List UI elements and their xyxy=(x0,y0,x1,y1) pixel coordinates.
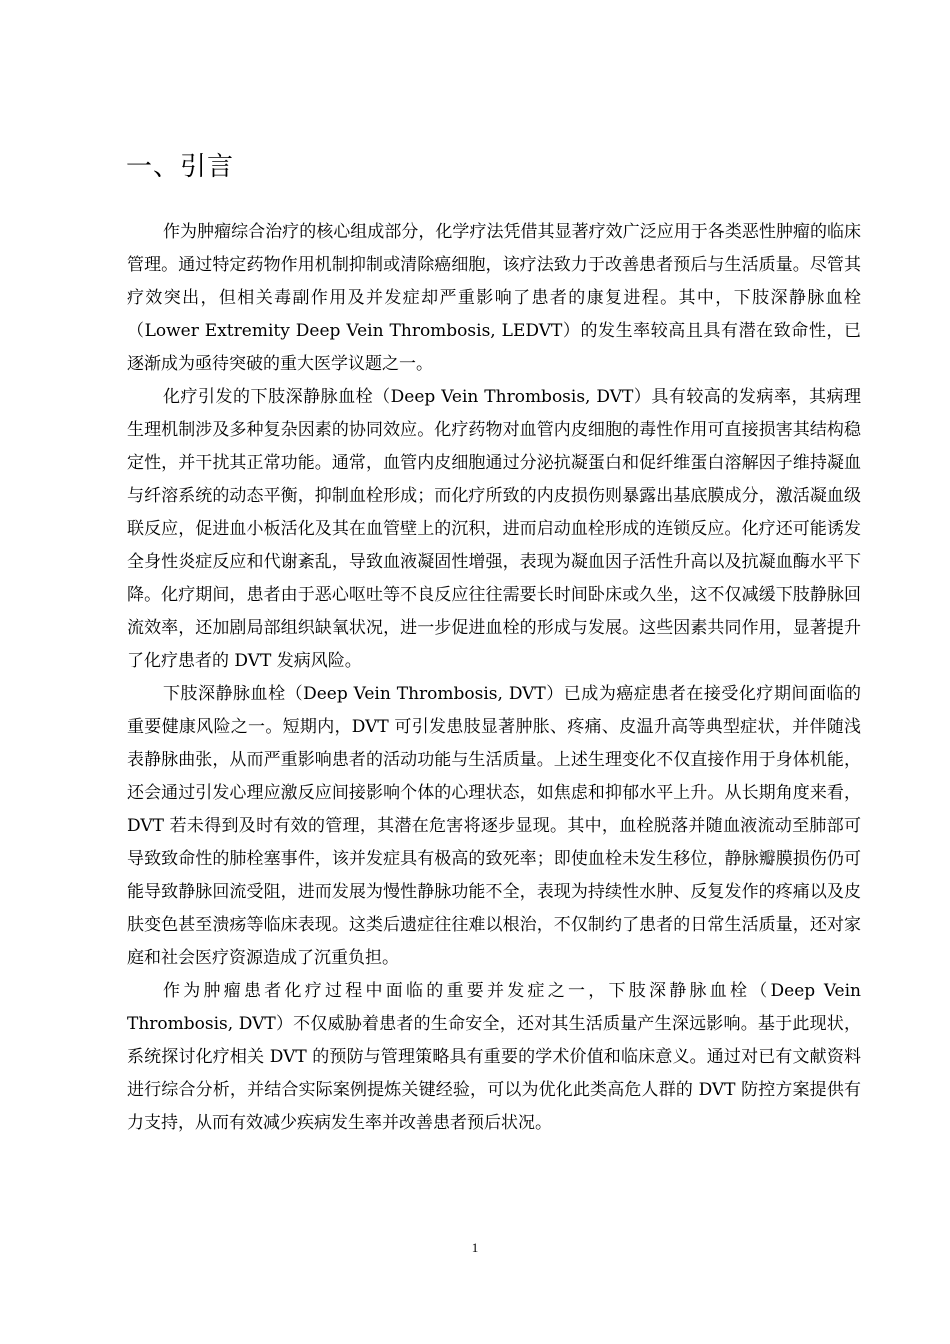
paragraph-2: 化疗引发的下肢深静脉血栓（Deep Vein Thrombosis, DVT）具有较高的发病率，其病理生理机制涉及多种复杂因素的协同效应。化疗药物对血管内皮细胞的毒性作用可直接损害其结构稳定性，并干扰其正常功能。通常，血管内皮细胞通过分泌抗凝蛋白和促纤维蛋白溶解因子维持凝血与纤溶系统的动态平衡，抑制血栓形成；而化疗所致的内皮损伤则暴露出基底膜成分，激活凝血级联反应，促进血小板活化及其在血管壁上的沉积，进而启动血栓形成的连锁反应。化疗还可能诱发全身性炎症反应和代谢紊乱，导致血液凝固性增强，表现为凝血因子活性升高以及抗凝血酶水平下降。化疗期间，患者由于恶心呕吐等不良反应往往需要长时间卧床或久坐，这不仅减缓下肢静脉回流效率，还加剧局部组织缺氧状况，进一步促进血栓的形成与发展。这些因素共同作用，显著提升了化疗患者的 DVT 发病风险。 xyxy=(127,387,861,671)
body-text xyxy=(127,216,861,1140)
section-heading: 一、引言 xyxy=(126,152,235,182)
paragraph-4: 作为肿瘤患者化疗过程中面临的重要并发症之一，下肢深静脉血栓（Deep Vein Thrombosis, DVT）不仅威胁着患者的生命安全，还对其生活质量产生深远影响。基于此现状，系统探讨化疗相关 DVT 的预防与管理策略具有重要的学术价值和临床意义。通过对已有文献资料进行综合分析，并结合实际案例提炼关键经验，可以为优化此类高危人群的 DVT 防控方案提供有力支持，从而有效减少疾病发生率并改善患者预后状况。 xyxy=(127,981,861,1133)
paragraph-1: 作为肿瘤综合治疗的核心组成部分，化学疗法凭借其显著疗效广泛应用于各类恶性肿瘤的临床管理。通过特定药物作用机制抑制或清除癌细胞，该疗法致力于改善患者预后与生活质量。尽管其疗效突出，但相关毒副作用及并发症却严重影响了患者的康复进程。其中，下肢深静脉血栓（Lower Extremity Deep Vein Thrombosis, LEDVT）的发生率较高且具有潜在致命性，已逐渐成为亟待突破的重大医学议题之一。 xyxy=(127,222,861,374)
page-number: 1 xyxy=(471,1240,479,1255)
paragraph-3: 下肢深静脉血栓（Deep Vein Thrombosis, DVT）已成为癌症患者在接受化疗期间面临的重要健康风险之一。短期内，DVT 可引发患肢显著肿胀、疼痛、皮温升高等典型症状，并伴随浅表静脉曲张，从而严重影响患者的活动功能与生活质量。上述生理变化不仅直接作用于身体机能，还会通过引发心理应激反应间接影响个体的心理状态，如焦虑和抑郁水平上升。从长期角度来看，DVT 若未得到及时有效的管理，其潜在危害将逐步显现。其中，血栓脱落并随血液流动至肺部可导致致命性的肺栓塞事件，该并发症具有极高的致死率；即使血栓未发生移位，静脉瓣膜损伤仍可能导致静脉回流受阻，进而发展为慢性静脉功能不全，表现为持续性水肿、反复发作的疼痛以及皮肤变色甚至溃疡等临床表现。这类后遗症往往难以根治，不仅制约了患者的日常生活质量，还对家庭和社会医疗资源造成了沉重负担。 xyxy=(127,684,861,968)
